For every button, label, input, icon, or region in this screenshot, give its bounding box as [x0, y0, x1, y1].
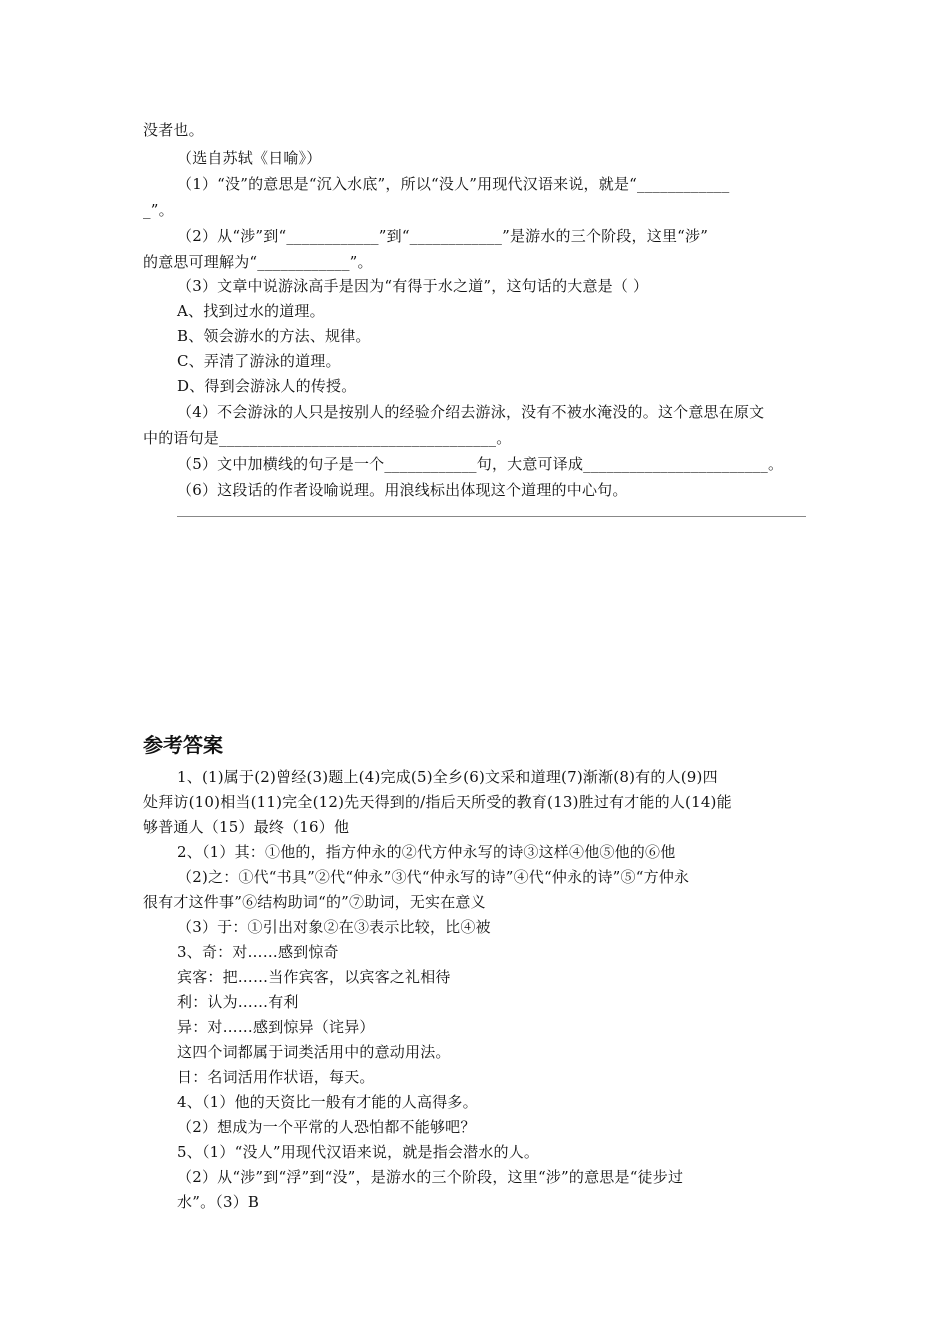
- answer-line-text: 够普通人（15）最终（16）他: [143, 818, 350, 836]
- option-c: C、弄清了游泳的道理。: [177, 352, 341, 370]
- question-4-continued: 中的语句是____________________________________。: [143, 429, 512, 447]
- answer-line-text: 很有才这件事”⑥结构助词“的”⑦助词，无实在意义: [143, 893, 486, 911]
- option-a: A、找到过水的道理。: [177, 302, 325, 320]
- answer-line-text: （3）于：①引出对象②在③表示比较，比④被: [177, 918, 491, 936]
- answer-line-text: 1、(1)属于(2)曾经(3)题上(4)完成(5)全乡(6)文采和道理(7)渐渐(8)有的人(9)四: [177, 768, 718, 786]
- answer-line-text: 处拜访(10)相当(11)完全(12)先天得到的/指后天所受的教育(13)胜过有才能的人(14)能: [143, 793, 732, 811]
- answer-line-text: （2）从“涉”到“浮”到“没”，是游水的三个阶段，这里“涉”的意思是“徒步过: [177, 1168, 684, 1186]
- answer-line: [177, 516, 806, 517]
- answer-line-text: 异：对……感到惊异（诧异）: [177, 1018, 375, 1036]
- answer-line-text: （2)之：①代“书具”②代“仲永”③代“仲永写的诗”④代“仲永的诗”⑤“方仲永: [177, 868, 690, 886]
- answer-line-text: 日：名词活用作状语，每天。: [177, 1068, 375, 1086]
- question-6: （6）这段话的作者设喻说理。用浪线标出体现这个道理的中心句。: [177, 481, 628, 499]
- answer-line-text: 3、奇：对……感到惊奇: [177, 943, 339, 961]
- question-5: （5）文中加横线的句子是一个____________句，大意可译成________________________。: [177, 455, 784, 473]
- option-d: D、得到会游泳人的传授。: [177, 377, 357, 395]
- answer-line-text: 宾客：把……当作宾客，以宾客之礼相待: [177, 968, 451, 986]
- question-2: （2）从“涉”到“____________”到“____________”是游水的三个阶段，这里“涉”: [177, 227, 709, 245]
- question-2-continued: 的意思可理解为“____________”。: [143, 253, 373, 271]
- answer-line-text: 这四个词都属于词类活用中的意动用法。: [177, 1043, 451, 1061]
- answers-heading: 参考答案: [143, 733, 223, 757]
- answer-line-text: （2）想成为一个平常的人恐怕都不能够吧？: [177, 1118, 476, 1136]
- question-3: （3）文章中说游泳高手是因为“有得于水之道”，这句话的大意是（ ）: [177, 277, 649, 295]
- text-line: 没者也。: [143, 121, 204, 139]
- question-4: （4）不会游泳的人只是按别人的经验介绍去游泳，没有不被水淹没的。这个意思在原文: [177, 403, 765, 421]
- answer-line-text: 4、（1）他的天资比一般有才能的人高得多。: [177, 1093, 478, 1111]
- answer-line-text: 利：认为……有利: [177, 993, 299, 1011]
- answer-line-text: 5、（1）“没人”用现代汉语来说，就是指会潜水的人。: [177, 1143, 540, 1161]
- answer-line-text: 2、（1）其：①他的，指方仲永的②代方仲永写的诗③这样④他⑤他的⑥他: [177, 843, 676, 861]
- option-b: B、领会游水的方法、规律。: [177, 327, 371, 345]
- answer-line-text: 水”。（3）B: [177, 1193, 260, 1211]
- question-1: （1）“没”的意思是“沉入水底”，所以“没人”用现代汉语来说，就是“____________: [177, 175, 730, 193]
- source-citation: （选自苏轼《日喻》）: [177, 149, 322, 167]
- question-1-continued: _”。: [143, 201, 174, 219]
